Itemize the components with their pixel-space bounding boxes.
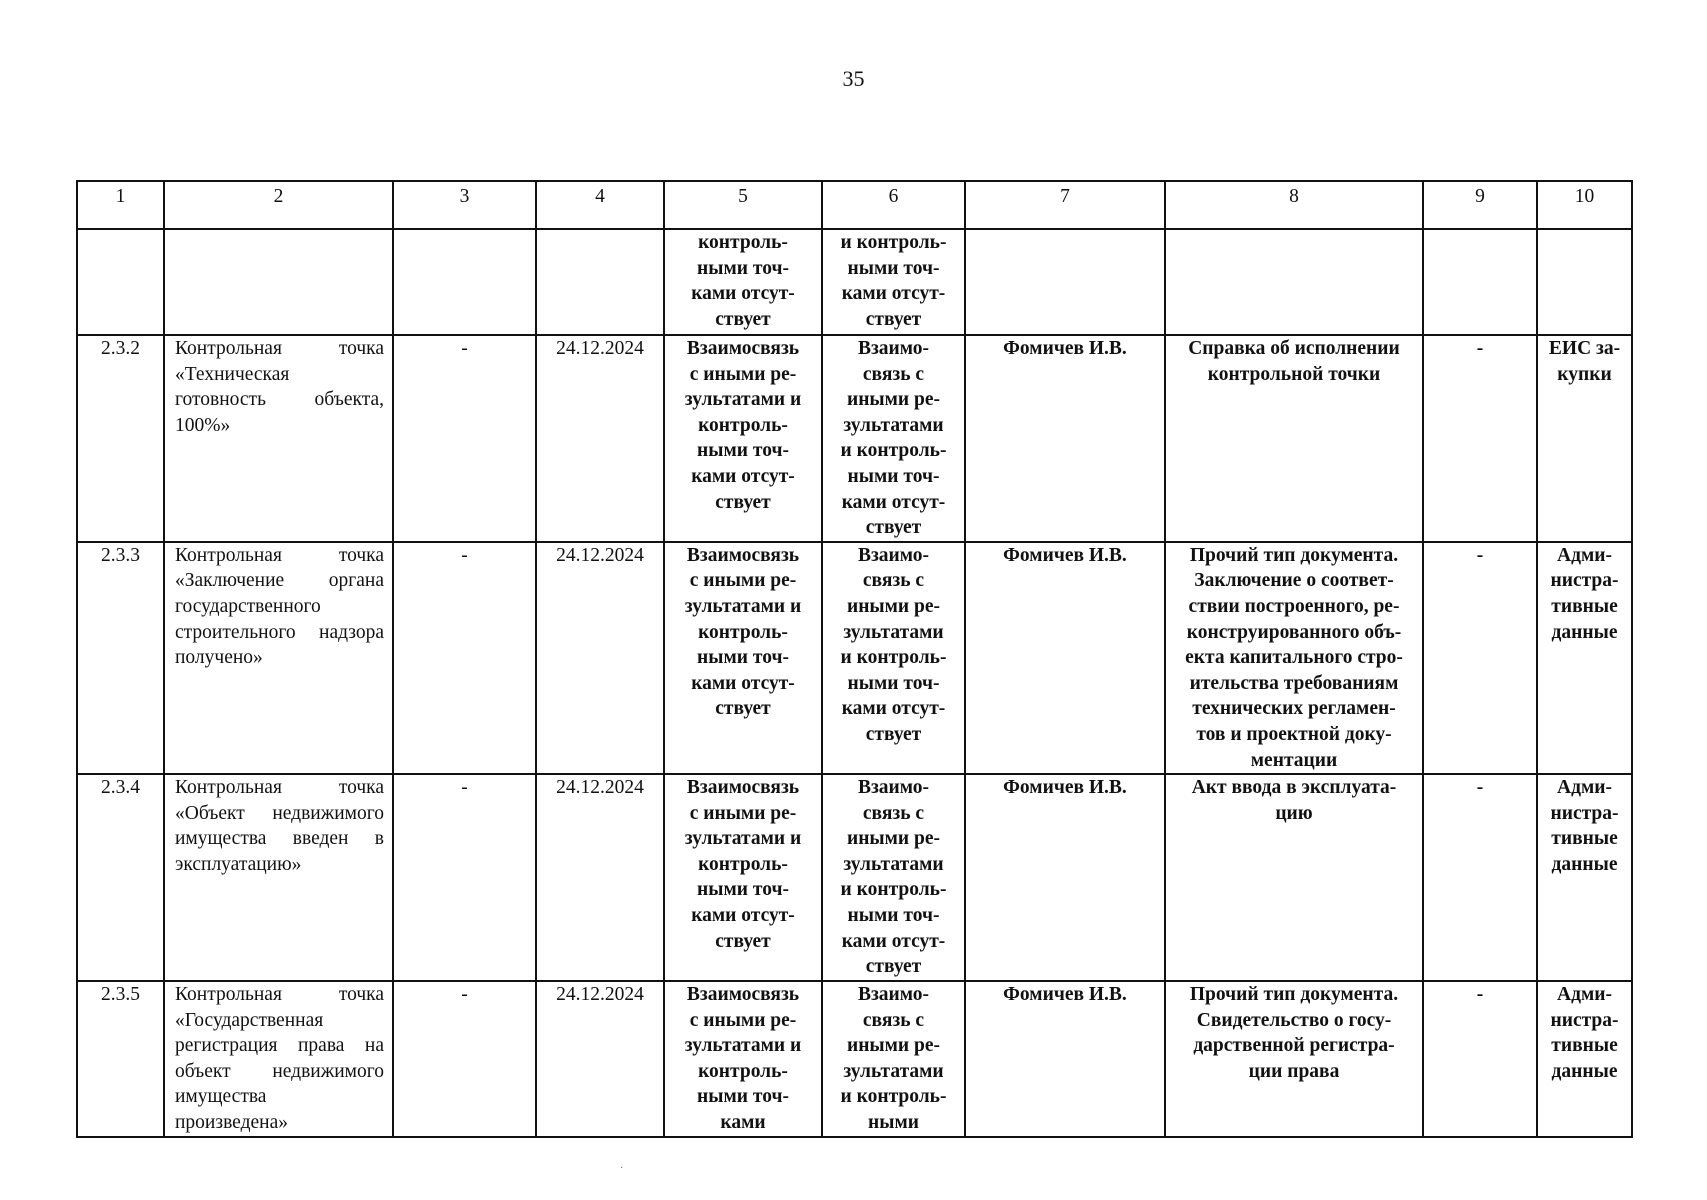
column-3-value: -	[393, 335, 536, 542]
due-date: 24.12.2024	[536, 774, 664, 981]
table-row	[77, 229, 1632, 335]
control-point-name	[164, 229, 393, 335]
document-type: Прочий тип документа. Свидетельство о госу- дарственной регистра- ции права	[1165, 981, 1423, 1137]
document-type: Акт ввода в эксплуата- цию	[1165, 774, 1423, 981]
information-source: Адми- нистра- тивные данные	[1537, 981, 1632, 1137]
column-header: 9	[1423, 181, 1537, 229]
due-date	[536, 229, 664, 335]
responsible-person: Фомичев И.В.	[965, 542, 1165, 774]
document-type	[1165, 229, 1423, 335]
row-number: 2.3.5	[77, 981, 164, 1137]
table-row	[77, 335, 1632, 542]
responsible-person	[965, 229, 1165, 335]
row-number: 2.3.4	[77, 774, 164, 981]
column-6-value: Взаимо- связь с иными ре- зультатами и контроль- ными точ- ками отсут- ствует	[822, 774, 965, 981]
column-header: 4	[536, 181, 664, 229]
scan-speck: ·	[620, 1163, 624, 1174]
column-6-value: Взаимо- связь с иными ре- зультатами и контроль- ными точ- ками отсут- ствует	[822, 542, 965, 774]
control-point-name: Контрольная точка «Техническая готовность объекта, 100%»	[164, 335, 393, 542]
due-date: 24.12.2024	[536, 981, 664, 1137]
control-point-name: Контрольная точка «Объект недвижимого имущества введен в эксплуатацию»	[164, 774, 393, 981]
column-9-value: -	[1423, 774, 1537, 981]
table-row	[77, 774, 1632, 981]
column-header: 8	[1165, 181, 1423, 229]
column-3-value: -	[393, 981, 536, 1137]
column-header: 3	[393, 181, 536, 229]
column-9-value: -	[1423, 335, 1537, 542]
column-5-value: контроль- ными точ- ками отсут- ствует	[664, 229, 822, 335]
column-5-value: Взаимосвязь с иными ре- зультатами и контроль- ными точ- ками отсут- ствует	[664, 542, 822, 774]
control-point-name: Контрольная точка «Заключение органа государственного строительного надзора получено»	[164, 542, 393, 774]
page-number: 35	[842, 66, 865, 91]
due-date: 24.12.2024	[536, 542, 664, 774]
column-header: 6	[822, 181, 965, 229]
row-number	[77, 229, 164, 335]
column-9-value: -	[1423, 981, 1537, 1137]
row-number: 2.3.3	[77, 542, 164, 774]
document-type: Прочий тип документа. Заключение о соответ- ствии построенного, ре- конструированного объ- екта капитального стро- ительства требованиям технических регламен- тов и проектной доку- ментации	[1165, 542, 1423, 774]
responsible-person: Фомичев И.В.	[965, 335, 1165, 542]
column-header: 1	[77, 181, 164, 229]
header-row	[77, 181, 1632, 229]
column-9-value	[1423, 229, 1537, 335]
column-5-value: Взаимосвязь с иными ре- зультатами и контроль- ными точ- ками отсут- ствует	[664, 335, 822, 542]
control-points-table	[76, 180, 1633, 1138]
due-date: 24.12.2024	[536, 335, 664, 542]
column-3-value: -	[393, 542, 536, 774]
column-5-value: Взаимосвязь с иными ре- зультатами и контроль- ными точ- ками отсут- ствует	[664, 774, 822, 981]
information-source: ЕИС за- купки	[1537, 335, 1632, 542]
column-header: 5	[664, 181, 822, 229]
responsible-person: Фомичев И.В.	[965, 981, 1165, 1137]
column-header: 7	[965, 181, 1165, 229]
control-point-name: Контрольная точка «Государственная регистрация права на объект недвижимого имущества произведена»	[164, 981, 393, 1137]
information-source	[1537, 229, 1632, 335]
column-header: 2	[164, 181, 393, 229]
column-3-value: -	[393, 774, 536, 981]
document-type: Справка об исполнении контрольной точки	[1165, 335, 1423, 542]
column-6-value: Взаимо- связь с иными ре- зультатами и контроль- ными точ- ками отсут- ствует	[822, 335, 965, 542]
column-3-value	[393, 229, 536, 335]
row-number: 2.3.2	[77, 335, 164, 542]
responsible-person: Фомичев И.В.	[965, 774, 1165, 981]
column-9-value: -	[1423, 542, 1537, 774]
information-source: Адми- нистра- тивные данные	[1537, 542, 1632, 774]
column-5-value: Взаимосвязь с иными ре- зультатами и контроль- ными точ- ками	[664, 981, 822, 1137]
information-source: Адми- нистра- тивные данные	[1537, 774, 1632, 981]
column-6-value: Взаимо- связь с иными ре- зультатами и контроль- ными	[822, 981, 965, 1137]
column-header: 10	[1537, 181, 1632, 229]
table-row	[77, 981, 1632, 1137]
table-row	[77, 542, 1632, 774]
column-6-value: и контроль- ными точ- ками отсут- ствует	[822, 229, 965, 335]
